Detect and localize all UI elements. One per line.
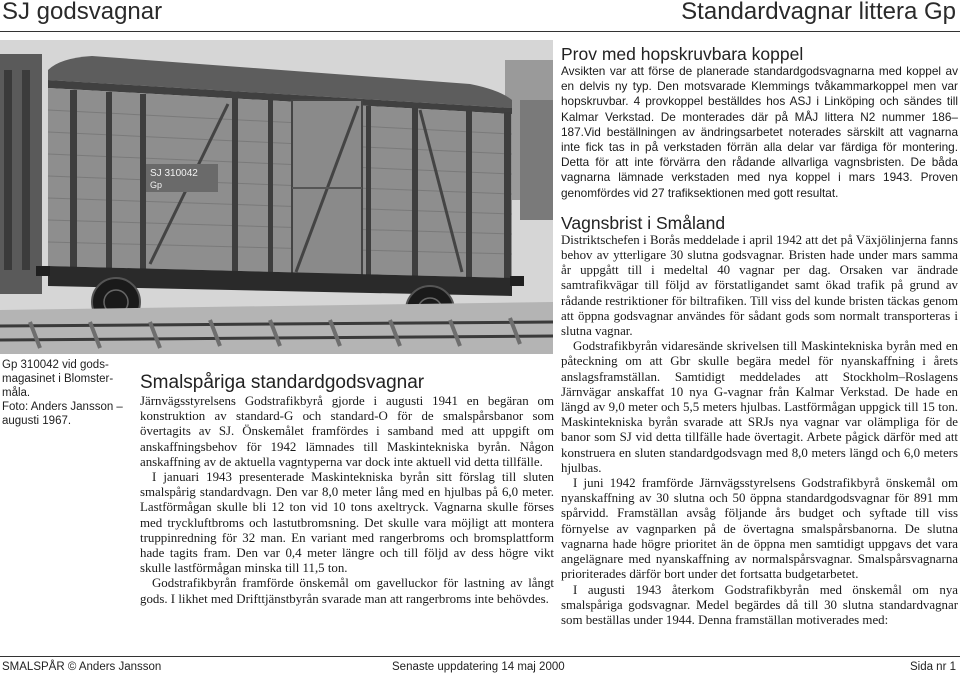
paragraph: Godstrafikbyrån vidaresände skrivelsen till Maskintekniska byrån med en påteckning om att Gbr skulle begära medel för nyanskaffning i årets anslagsframställan. Samtidigt meddelades att Stockholm–Roslagens Järnvägar anskaffat 10 nya G-vagnar från Kalmar Verkstad. De hade en längd av 9,0 meter och 5,5 meters hjulbas. Lastförmågan uppgick till 15 ton. Maskintekniska byrån svarade att SRJs nya vagnar var olämpliga för de banor som SJ vid detta tillfälle hade övertagit. Arbete pågick därför med att konstruera en sluten standardgodsvagn med 8,0 meters längd och 6,0 meters hjulbas.: [561, 339, 958, 475]
sidebar-paragraph: Avsikten var att förse de planerade standardgodsvagnarna med koppel av en delvis ny typ. Den motsvarade Klemmings tvåkammarkoppel men var hopskruvbar. 4 provkoppel beställdes hos ASJ i Linköping och sändes till Kalmar Verkstad. De monterades där på MÅJ littera N2 nummer 186–187.Vid beställningen av ändringsarbetet noterades särskilt att vagnarna inte fick tas in på verkstaden förrän alla delar var färdiga för montering. Detta för att inte förvärra den rådande allvarliga vagnsbristen. De båda vagnarna lämnade verkstaden med nya koppel i mars 1943. Proven genomfördes vid 27 trafiksektionen med gott resultat.: [561, 64, 958, 200]
paragraph: I januari 1943 presenterade Maskintekniska byrån sitt förslag till sluten smalspårig standardvagn. Den var 8,0 meter lång med en hjulbas på 6,0 meter. Lastförmågan skulle bli 12 ton vid 10 tons axeltryck. Vagnarna skulle förses med tryckluftbroms och lastutbromsning. Det skulle vara möjligt att montera truppinredning för 32 man. En variant med rangerbroms och bromsplattform hade tagits fram. Den var 0,4 meter längre och till följd av dess högre vikt skulle lastförmågan minska till 11,5 ton.: [140, 470, 554, 576]
footer-rule: [0, 656, 960, 657]
section-heading-koppel: Prov med hopskruvbara koppel: [561, 44, 804, 64]
middle-column: [140, 372, 554, 607]
section-heading-vagnsbrist: Vagnsbrist i Småland: [561, 212, 726, 233]
car-sub-marking: Gp: [150, 180, 163, 190]
header-right-title: Standardvagnar littera Gp: [681, 0, 956, 25]
footer-copyright: SMALSPÅR © Anders Jansson: [2, 661, 162, 673]
header-left-title: SJ godsvagnar: [2, 0, 163, 25]
caption-line: Gp 310042 vid gods-: [2, 359, 109, 371]
freight-car-illustration: [0, 40, 553, 354]
footer-page-number: Sida nr 1: [909, 661, 956, 673]
section-heading-smalsparigia: Smalspåriga standardgodsvagnar: [140, 372, 425, 393]
photo-caption: [2, 358, 134, 428]
caption-line: måla.: [2, 387, 31, 399]
paragraph: Järnvägsstyrelsens Godstrafikbyrå gjorde i augusti 1941 en begäran om konstruktion av standard-G och standard-O för de smalspårsbanor som övertagits av SJ. Önskemålet framfördes i samband med att uppgift om anskaffningsbehov för 1942 lämnades till Maskintekniska byrån. Någon anskaffning av de aktuella vagntyperna var dock inte aktuell vid detta tillfälle.: [140, 394, 554, 469]
right-column: [561, 44, 958, 628]
paragraph: Godstrafikbyrån framförde önskemål om gavelluckor för lastning av långt gods. I likhet med Drifttjänstbyrån svarade man att rangerbroms inte behövdes.: [140, 576, 554, 606]
paragraph: I juni 1942 framförde Järnvägsstyrelsens Godstrafikbyrå önskemål om nyanskaffning av 30 slutna och 50 öppna standardgodsvagnar för 891 mm spårvidd. Framställan avsåg följande års budget och syftade till viss förnyelse av vagnparken på de övertagna smalspårsbanorna. De slutna vagnarna hade högre prioritet än de öppna men samtidigt uppgavs det vara angelägnare med nyanskaffning av normalspårsvagnar. Smalspårsvagnarna prioriterades därför bort under det fortsatta budgetarbetet.: [561, 476, 958, 582]
caption-line: Foto: Anders Jansson –: [2, 401, 123, 413]
header-rule: [0, 31, 960, 32]
caption-line: augusti 1967.: [2, 415, 72, 427]
page-footer: [0, 656, 960, 676]
freight-car-photo: [0, 40, 553, 354]
paragraph: Distriktschefen i Borås meddelade i april 1942 att det på Växjölinjerna fanns behov av ytterligare 30 slutna godsvagnar. Bristen hade under mars samma år uppgått till i medeltal 40 vagnar per dag. Orsaken var ändrade samtrafikvägar till följd av förstatligandet samt ökad trafik på grund av rådande restriktioner för biltrafiken. Till viss del kunde bristen täckas genom att öppna godsvagnar användes för sådant gods som normalt transporteras i slutna vagnar.: [561, 232, 958, 339]
car-marking: SJ 310042: [150, 168, 198, 179]
paragraph: I augusti 1943 återkom Godstrafikbyrån med önskemål om nya smalspåriga godsvagnar. Medel begärdes då till 30 slutna standardvagnar som beställas under 1944. Denna framställan motiverades med:: [561, 582, 958, 627]
page-header: [0, 0, 960, 32]
footer-updated: Senaste uppdatering 14 maj 2000: [392, 661, 565, 673]
caption-line: magasinet i Blomster-: [2, 373, 114, 385]
